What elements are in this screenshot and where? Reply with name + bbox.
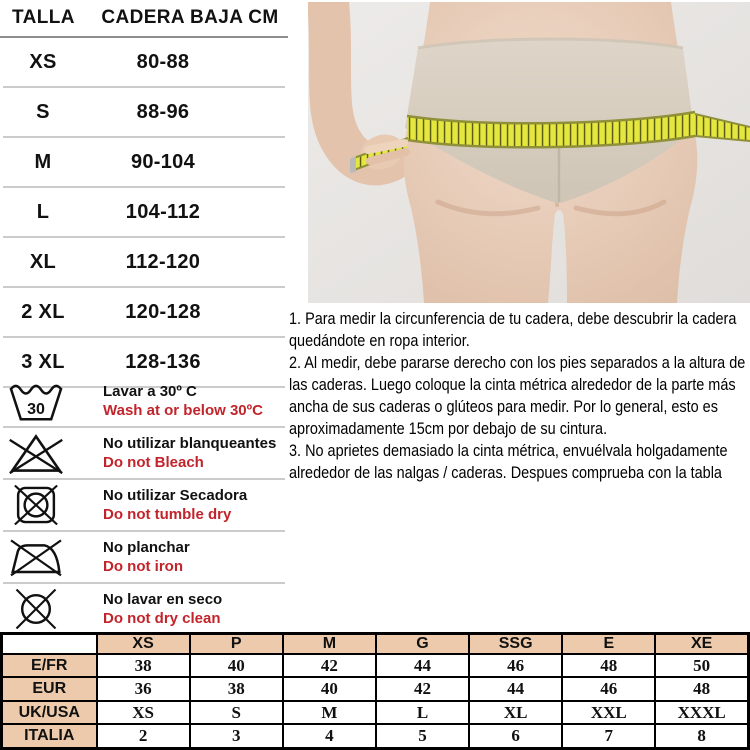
care-item-no-dry-clean bbox=[3, 584, 285, 636]
care-text-en: Do not tumble dry bbox=[103, 506, 232, 523]
size-value: XS bbox=[97, 701, 190, 724]
size-row-xs bbox=[3, 38, 285, 88]
care-text-en: Wash at or below 30ºC bbox=[103, 402, 263, 419]
region-label: UK/USA bbox=[2, 701, 97, 724]
no-dry-clean-icon bbox=[3, 589, 69, 629]
conversion-table bbox=[0, 632, 750, 750]
care-item-no-bleach bbox=[3, 428, 285, 480]
size-value: 8 bbox=[655, 724, 748, 748]
size-value: 36 bbox=[97, 677, 190, 700]
region-label: EUR bbox=[2, 677, 97, 700]
size-range: 104-112 bbox=[125, 200, 201, 223]
size-range: 120-128 bbox=[125, 300, 201, 323]
size-value: 7 bbox=[562, 724, 655, 748]
care-instructions bbox=[0, 376, 288, 636]
size-range: 128-136 bbox=[125, 350, 201, 373]
size-value: 2 bbox=[97, 724, 190, 748]
size-value: 44 bbox=[376, 654, 469, 677]
size-range: 90-104 bbox=[130, 150, 196, 173]
size-row-m bbox=[3, 138, 285, 188]
size-table bbox=[0, 0, 288, 388]
size-row-xl bbox=[3, 238, 285, 288]
care-text-es: No planchar bbox=[103, 539, 190, 556]
conversion-row-eur bbox=[2, 677, 749, 700]
size-value: 5 bbox=[376, 724, 469, 748]
size-label: S bbox=[36, 100, 50, 123]
measuring-instructions bbox=[289, 308, 746, 484]
size-value: 3 bbox=[190, 724, 283, 748]
svg-text:30: 30 bbox=[27, 399, 45, 418]
size-value: 38 bbox=[97, 654, 190, 677]
conversion-size-header: G bbox=[376, 634, 469, 655]
no-iron-icon bbox=[3, 537, 69, 577]
size-value: L bbox=[376, 701, 469, 724]
size-label: L bbox=[36, 200, 50, 223]
size-value: S bbox=[190, 701, 283, 724]
size-value: 6 bbox=[469, 724, 562, 748]
instruction-step-1: 1. Para medir la circunferencia de tu cadera, debe descubrir la cadera quedándote en ropa interior. bbox=[289, 309, 737, 350]
conversion-size-header: P bbox=[190, 634, 283, 655]
no-tumble-dry-icon bbox=[3, 485, 69, 525]
conversion-blank-cell bbox=[2, 634, 97, 655]
conversion-row-efr bbox=[2, 654, 749, 677]
instruction-step-2: 2. Al medir, debe pararse derecho con los pies separados a la altura de las caderas. Luego coloque la cinta métrica alrededor de la parte más ancha de sus caderas o glúteos para medir. Por lo general, esto es aproximadamente 15cm por debajo de su cintura. bbox=[289, 353, 746, 438]
size-range: 80-88 bbox=[136, 50, 190, 73]
size-row-s bbox=[3, 88, 285, 138]
size-label: XS bbox=[29, 50, 57, 73]
size-value: 40 bbox=[190, 654, 283, 677]
care-item-wash bbox=[3, 376, 285, 428]
hip-measurement-photo bbox=[308, 2, 750, 303]
care-text-es: No utilizar blanqueantes bbox=[103, 435, 277, 452]
no-bleach-icon bbox=[3, 432, 69, 474]
conversion-row-italia bbox=[2, 724, 749, 748]
size-value: 48 bbox=[655, 677, 748, 700]
care-text-es: No lavar en seco bbox=[103, 591, 223, 608]
size-label: 2 XL bbox=[21, 300, 65, 323]
size-value: 40 bbox=[283, 677, 376, 700]
care-item-no-tumble-dry bbox=[3, 480, 285, 532]
size-column-header: TALLA bbox=[12, 7, 75, 28]
size-row-2xl bbox=[3, 288, 285, 338]
conversion-size-header: E bbox=[562, 634, 655, 655]
size-value: 50 bbox=[655, 654, 748, 677]
size-row-l bbox=[3, 188, 285, 238]
care-text-en: Do not Bleach bbox=[103, 454, 204, 471]
size-value: XXL bbox=[562, 701, 655, 724]
size-label: XL bbox=[29, 250, 57, 273]
size-value: 42 bbox=[376, 677, 469, 700]
tape-end-tip bbox=[350, 156, 356, 173]
conversion-row-ukusa bbox=[2, 701, 749, 724]
size-table-header bbox=[0, 0, 288, 38]
instruction-step-3: 3. No aprietes demasiado la cinta métrica, envuélvala holgadamente alrededor de las nalgas / caderas. Despues comprueba con la tabla bbox=[289, 441, 728, 482]
conversion-size-header: XS bbox=[97, 634, 190, 655]
conversion-size-header: M bbox=[283, 634, 376, 655]
size-value: 42 bbox=[283, 654, 376, 677]
size-value: 44 bbox=[469, 677, 562, 700]
size-range: 112-120 bbox=[125, 250, 201, 273]
size-label: 3 XL bbox=[21, 350, 65, 373]
region-label: E/FR bbox=[2, 654, 97, 677]
size-value: 4 bbox=[283, 724, 376, 748]
care-text-es: No utilizar Secadora bbox=[103, 487, 248, 504]
conversion-size-header: XE bbox=[655, 634, 748, 655]
size-value: 46 bbox=[469, 654, 562, 677]
region-label: ITALIA bbox=[2, 724, 97, 748]
size-value: 46 bbox=[562, 677, 655, 700]
care-item-no-iron bbox=[3, 532, 285, 584]
size-value: XXXL bbox=[655, 701, 748, 724]
care-text-en: Do not iron bbox=[103, 558, 183, 575]
size-value: 48 bbox=[562, 654, 655, 677]
care-text-es: Lavar a 30º C bbox=[103, 383, 197, 400]
size-value: XL bbox=[469, 701, 562, 724]
hip-column-header: CADERA BAJA CM bbox=[101, 7, 279, 28]
care-text-en: Do not dry clean bbox=[103, 610, 221, 627]
size-label: M bbox=[34, 150, 52, 173]
size-value: 38 bbox=[190, 677, 283, 700]
conversion-header-row bbox=[2, 634, 749, 655]
conversion-size-header: SSG bbox=[469, 634, 562, 655]
wash-30-icon bbox=[3, 381, 69, 422]
size-value: M bbox=[283, 701, 376, 724]
size-range: 88-96 bbox=[136, 100, 190, 123]
